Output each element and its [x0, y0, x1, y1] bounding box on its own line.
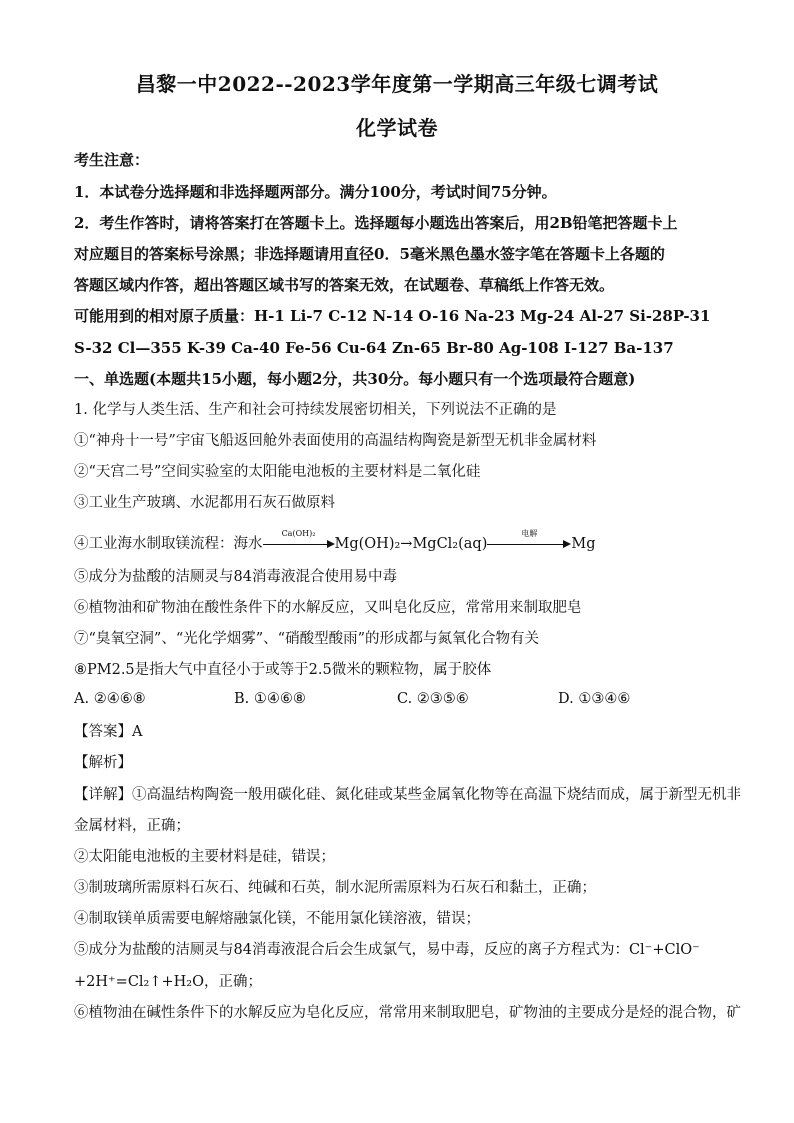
detail-line-4: ③制玻璃所需原料石灰石、纯碱和石英，制水泥所需原料为石灰石和黏土，正确； — [74, 880, 596, 896]
arrow-label-electrolysis: 电解 — [521, 529, 538, 538]
exam-title: 昌黎一中2022--2023学年度第一学期高三年级七调考试 — [135, 72, 659, 96]
notice-item-2-line-2: 对应题目的答案标号涂黑；非选择题请用直径0．5毫米黑色墨水签字笔在答题卡上各题的 — [74, 245, 665, 263]
statement-6: ⑥植物油和矿物油在酸性条件下的水解反应，又叫皂化反应，常常用来制取肥皂 — [74, 600, 582, 616]
atomic-masses-line-2: S-32 Cl—355 K-39 Ca-40 Fe-56 Cu-64 Zn-65 Br-80 Ag-108 I-127 Ba-137 — [74, 339, 674, 357]
option-d: D. ①③④⑥ — [558, 691, 631, 707]
notice-heading: 考生注意： — [74, 151, 150, 169]
section-1-heading: 一、单选题(本题共15小题，每小题2分，共30分。每小题只有一个选项最符合题意) — [74, 370, 636, 388]
answer-line: 【答案】A — [74, 724, 143, 740]
statement-2: ②“天宫二号”空间实验室的太阳能电池板的主要材料是二氧化硅 — [74, 464, 481, 480]
statement-4-end: Mg — [571, 536, 596, 552]
detail-line-5: ④制取镁单质需要电解熔融氯化镁，不能用氯化镁溶液，错误； — [74, 911, 480, 927]
question-1-stem: 1. 化学与人类生活、生产和社会可持续发展密切相关，下列说法不正确的是 — [74, 402, 557, 418]
answer-options — [74, 691, 724, 711]
notice-item-2-line-1: 2．考生作答时，请将答案打在答题卡上。选择题每小题选出答案后，用2B铅笔把答题卡上 — [74, 214, 678, 232]
electrolysis-arrow — [487, 529, 571, 550]
reaction-arrow — [263, 529, 335, 550]
detail-line-7: +2H⁺=Cl₂↑+H₂O，正确； — [74, 974, 263, 990]
detail-line-2: 金属材料，正确； — [74, 818, 190, 834]
notice-item-1: 1．本试卷分选择题和非选择题两部分。满分100分，考试时间75分钟。 — [74, 183, 557, 201]
option-c: C. ②③⑤⑥ — [397, 691, 469, 707]
option-b: B. ①④⑥⑧ — [234, 691, 306, 707]
atomic-masses-line-1: 可能用到的相对原子质量：H-1 Li-7 C-12 N-14 O-16 Na-23 Mg-24 Al-27 Si-28P-31 — [74, 307, 711, 325]
exam-subtitle: 化学试卷 — [356, 116, 438, 140]
statement-5: ⑤成分为盐酸的洁厕灵与84消毒液混合使用易中毒 — [74, 569, 397, 585]
detail-line-6: ⑤成分为盐酸的洁厕灵与84消毒液混合后会生成氯气，易中毒，反应的离子方程式为：Cl⁻+ClO⁻ — [74, 942, 700, 958]
detail-line-1: 【详解】①高温结构陶瓷一般用碳化硅、氮化硅或某些金属氧化物等在高温下烧结而成，属于新型无机非 — [74, 787, 741, 803]
statement-4-prefix: ④工业海水制取镁流程：海水 — [74, 536, 263, 552]
statement-4 — [74, 529, 724, 554]
statement-7: ⑦“臭氧空洞”、“光化学烟雾”、“硝酸型酸雨”的形成都与氮氧化合物有关 — [74, 631, 539, 647]
detail-line-8: ⑥植物油在碱性条件下的水解反应为皂化反应，常常用来制取肥皂，矿物油的主要成分是烃的混合物，矿 — [74, 1005, 741, 1021]
notice-item-2-line-3: 答题区域内作答，超出答题区域书写的答案无效，在试题卷、草稿纸上作答无效。 — [74, 276, 615, 294]
option-a: A. ②④⑥⑧ — [74, 691, 146, 707]
analysis-label: 【解析】 — [74, 755, 132, 771]
detail-line-3: ②太阳能电池板的主要材料是硅，错误； — [74, 849, 335, 865]
statement-1: ①“神舟十一号”宇宙飞船返回舱外表面使用的高温结构陶瓷是新型无机非金属材料 — [74, 433, 597, 449]
arrow-label-reagent: Ca(OH)₂ — [281, 529, 316, 538]
statement-3: ③工业生产玻璃、水泥都用石灰石做原料 — [74, 495, 335, 511]
statement-4-middle: Mg(OH)₂→MgCl₂(aq) — [334, 536, 488, 552]
statement-8: ⑧PM2.5是指大气中直径小于或等于2.5微米的颗粒物，属于胶体 — [74, 662, 492, 678]
